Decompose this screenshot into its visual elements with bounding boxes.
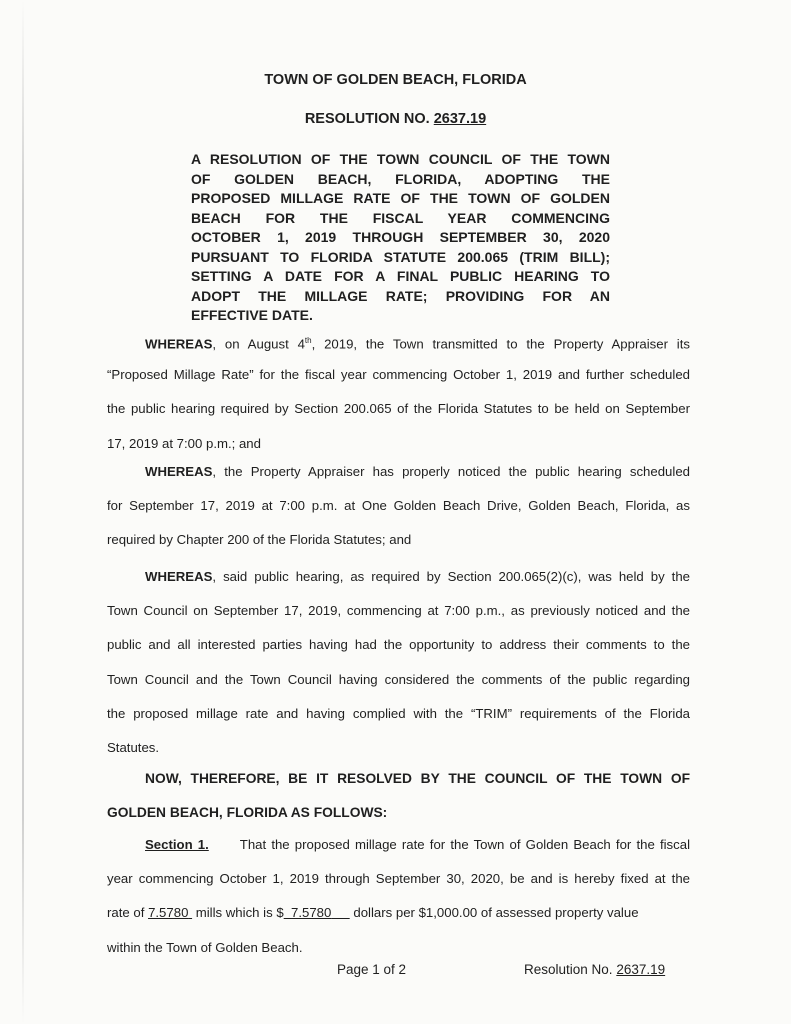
binding-edge: [22, 0, 24, 1024]
caption-line: ADOPT THE MILLAGE RATE; PROVIDING FOR AN: [191, 287, 610, 304]
caption-line: OF GOLDEN BEACH, FLORIDA, ADOPTING THE: [191, 170, 610, 187]
line-text: , on August 4: [212, 336, 305, 352]
superscript: th: [304, 336, 312, 345]
paragraph-line: for September 17, 2019 at 7:00 p.m. at One Golden Beach Drive, Golden Beach, Florida, as: [107, 498, 690, 514]
paragraph-line: year commencing October 1, 2019 through September 30, 2020, be and is hereby fixed at the: [107, 871, 690, 887]
paragraph-line: [107, 455, 690, 489]
paragraph-line: NOW, THEREFORE, BE IT RESOLVED BY THE COUNCIL OF THE TOWN OF: [145, 771, 690, 786]
paragraph-line: public and all interested parties having had the opportunity to address their comments to the: [107, 637, 690, 653]
caption-line: PURSUANT TO FLORIDA STATUTE 200.065 (TRIM BILL);: [191, 248, 610, 265]
paragraph-line: the public hearing required by Section 200.065 of the Florida Statutes to be held on September: [107, 401, 690, 417]
line-text: That the proposed millage rate for the Town of Golden Beach for the fiscal: [239, 837, 691, 852]
paragraph-line: within the Town of Golden Beach.: [107, 939, 303, 955]
caption-line: SETTING A DATE FOR A FINAL PUBLIC HEARING TO: [191, 268, 610, 284]
resolution-caption: [191, 150, 610, 326]
caption-line: PROPOSED MILLAGE RATE OF THE TOWN OF GOLDEN: [191, 190, 610, 206]
paragraph-line: “Proposed Millage Rate” for the fiscal year commencing October 1, 2019 and further scheduled: [107, 367, 690, 383]
footer-resolution-label: Resolution No.: [524, 962, 613, 977]
line-text: , 2019, the Town transmitted to the Property Appraiser its: [311, 336, 690, 352]
paragraph-line: GOLDEN BEACH, FLORIDA AS FOLLOWS:: [107, 805, 388, 821]
millage-rate-value: 7.5780: [148, 905, 189, 921]
paragraph-line: 17, 2019 at 7:00 p.m.; and: [107, 435, 261, 451]
town-title: TOWN OF GOLDEN BEACH, FLORIDA: [264, 72, 527, 88]
footer-resolution-number: 2637.19: [616, 962, 666, 977]
whereas-paragraph-1: [107, 324, 690, 461]
line-text: , said public hearing, as required by Section 200.065(2)(c), was held by the: [212, 569, 690, 584]
paragraph-line: Statutes.: [107, 739, 160, 755]
paragraph-line: Town Council and the Town Council having considered the comments of the public regarding: [107, 671, 690, 687]
resolution-prefix: RESOLUTION NO.: [304, 111, 430, 127]
now-therefore-paragraph: [107, 762, 690, 830]
dollar-rate-value: 7.5780: [291, 905, 332, 921]
whereas-paragraph-3: [107, 560, 690, 765]
caption-line: OCTOBER 1, 2019 THROUGH SEPTEMBER 30, 2020: [191, 229, 610, 245]
paragraph-line: [107, 560, 690, 594]
paragraph-line: [107, 896, 690, 930]
resolution-title: [0, 111, 791, 127]
line-text: mills which is $: [195, 905, 284, 921]
paragraph-line: [107, 828, 690, 862]
whereas-paragraph-2: [107, 455, 690, 558]
caption-line: BEACH FOR THE FISCAL YEAR COMMENCING: [191, 209, 610, 226]
paragraph-line: Town Council on September 17, 2019, commencing at 7:00 p.m., as previously noticed and the: [107, 603, 690, 619]
paragraph-line: required by Chapter 200 of the Florida Statutes; and: [107, 532, 412, 548]
whereas-keyword: WHEREAS: [145, 569, 213, 584]
footer-resolution: [524, 962, 665, 977]
section-1-paragraph: [107, 828, 690, 965]
section-heading: Section 1.: [145, 837, 209, 852]
page-number: Page 1 of 2: [337, 962, 407, 977]
line-text: dollars per $1,000.00 of assessed property value: [353, 905, 639, 921]
whereas-keyword: WHEREAS: [145, 464, 213, 479]
caption-line: A RESOLUTION OF THE TOWN COUNCIL OF THE TOWN: [191, 151, 610, 167]
whereas-keyword: WHEREAS: [145, 336, 213, 352]
paragraph-line: [107, 324, 690, 358]
line-text: rate of: [107, 905, 145, 921]
line-text: , the Property Appraiser has properly noticed the public hearing scheduled: [212, 464, 690, 479]
paragraph-line: the proposed millage rate and having complied with the “TRIM” requirements of the Florida: [107, 705, 690, 721]
caption-line: EFFECTIVE DATE.: [191, 307, 313, 323]
resolution-number: 2637.19: [433, 111, 487, 127]
